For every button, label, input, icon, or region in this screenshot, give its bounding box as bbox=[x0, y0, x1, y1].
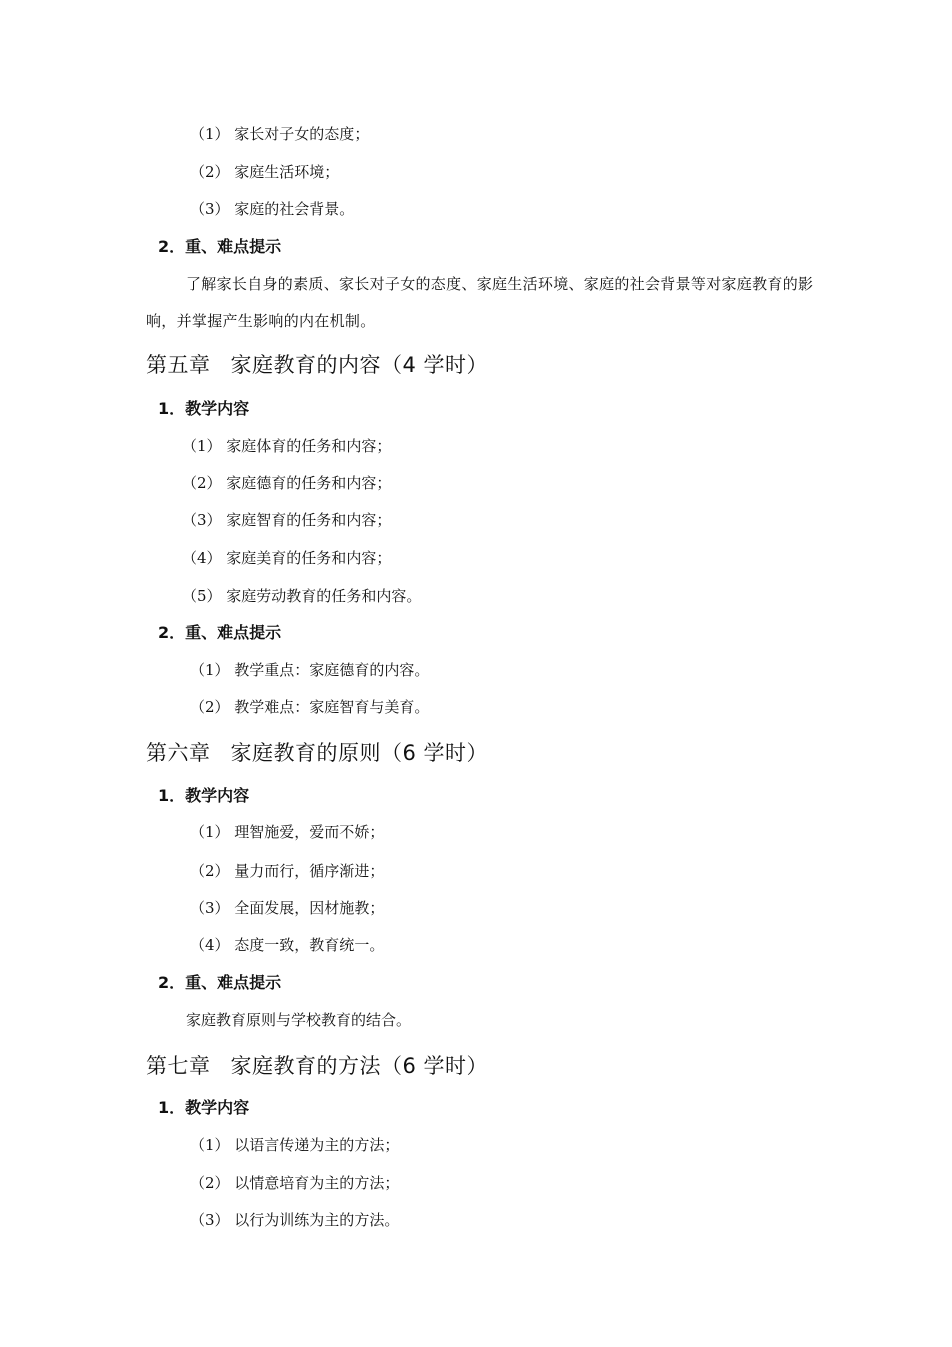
list-item: （1） 以语言传递为主的方法； bbox=[190, 1136, 400, 1154]
chapter-number: 第六章 bbox=[146, 741, 211, 765]
list-item: （2） 教学难点：家庭智育与美育。 bbox=[190, 698, 430, 716]
body-paragraph: 家庭教育原则与学校教育的结合。 bbox=[186, 1011, 412, 1029]
section-heading: 2．重、难点提示 bbox=[158, 237, 282, 256]
chapter-title bbox=[146, 1052, 488, 1080]
list-item: （5） 家庭劳动教育的任务和内容。 bbox=[182, 587, 422, 605]
list-item: （3） 以行为训练为主的方法。 bbox=[190, 1211, 400, 1229]
list-item: （3） 全面发展，因材施教； bbox=[190, 899, 385, 917]
list-item: （3） 家庭智育的任务和内容； bbox=[182, 511, 392, 529]
chapter-name: 家庭教育的方法（6 学时） bbox=[230, 1054, 489, 1078]
chapter-number: 第五章 bbox=[146, 353, 211, 377]
list-item: （4） 家庭美育的任务和内容； bbox=[182, 549, 392, 567]
list-item: （2） 家庭生活环境； bbox=[190, 163, 340, 181]
list-item: （4） 态度一致，教育统一。 bbox=[190, 936, 385, 954]
chapter-title bbox=[146, 351, 488, 379]
section-heading: 2．重、难点提示 bbox=[158, 623, 282, 642]
chapter-name: 家庭教育的原则（6 学时） bbox=[230, 741, 489, 765]
list-item: （2） 量力而行，循序渐进； bbox=[190, 862, 385, 880]
section-heading: 1．教学内容 bbox=[158, 786, 250, 805]
list-item: （3） 家庭的社会背景。 bbox=[190, 200, 355, 218]
chapter-number: 第七章 bbox=[146, 1054, 211, 1078]
list-item: （1） 教学重点：家庭德育的内容。 bbox=[190, 661, 430, 679]
list-item: （2） 家庭德育的任务和内容； bbox=[182, 474, 392, 492]
list-item: （2） 以情意培育为主的方法； bbox=[190, 1174, 400, 1192]
section-heading: 2．重、难点提示 bbox=[158, 973, 282, 992]
list-item: （1） 家长对子女的态度； bbox=[190, 125, 370, 143]
chapter-name: 家庭教育的内容（4 学时） bbox=[230, 353, 489, 377]
list-item: （1） 理智施爱，爱而不娇； bbox=[190, 823, 385, 841]
section-heading: 1．教学内容 bbox=[158, 399, 250, 418]
chapter-title bbox=[146, 739, 488, 767]
section-heading: 1．教学内容 bbox=[158, 1098, 250, 1117]
list-item: （1） 家庭体育的任务和内容； bbox=[182, 437, 392, 455]
body-paragraph: 了解家长自身的素质、家长对子女的态度、家庭生活环境、家庭的社会背景等对家庭教育的影响，并掌握产生影响的内在机制。 bbox=[146, 275, 814, 330]
